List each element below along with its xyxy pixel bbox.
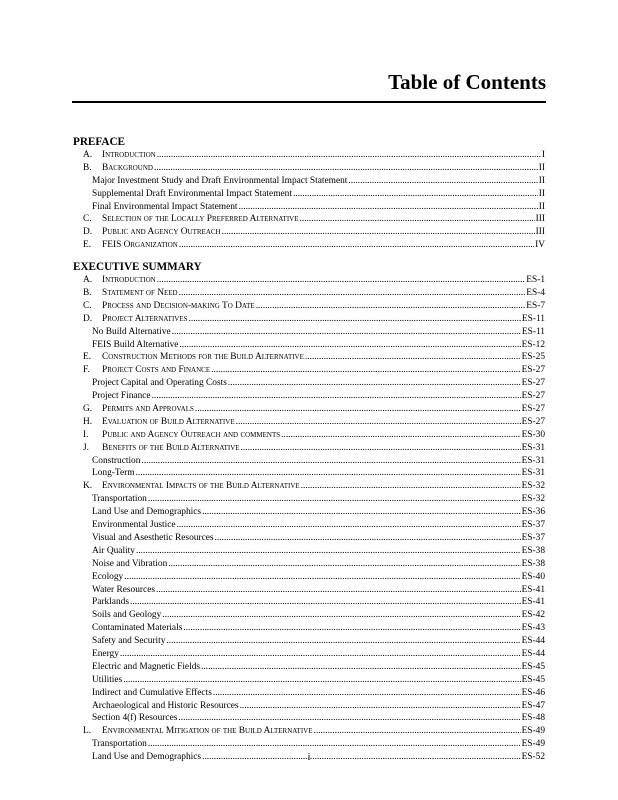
entry-letter: C. xyxy=(83,214,92,225)
dot-leader xyxy=(240,700,521,713)
entry-label: Transportation xyxy=(92,739,147,750)
entry-page: ES-43 xyxy=(521,623,545,634)
dot-leader xyxy=(179,339,520,352)
entry-page: III xyxy=(535,214,545,225)
entry-page: ES-32 xyxy=(521,494,545,505)
toc-entry[interactable] xyxy=(73,661,545,674)
entry-label: Land Use and Demographics xyxy=(92,752,202,763)
dot-leader xyxy=(201,661,521,674)
dot-leader xyxy=(148,493,521,506)
dot-leader xyxy=(120,648,521,661)
toc-entry[interactable] xyxy=(73,725,545,738)
dot-leader xyxy=(141,455,520,468)
entry-label: Air Quality xyxy=(92,545,135,556)
dot-leader xyxy=(157,149,541,162)
entry-page: ES-44 xyxy=(521,636,545,647)
dot-leader xyxy=(348,175,537,188)
entry-page: ES-11 xyxy=(521,326,545,337)
toc-entry[interactable] xyxy=(73,403,545,416)
dot-leader xyxy=(152,390,521,403)
entry-letter: J. xyxy=(83,442,89,453)
entry-page: ES-38 xyxy=(521,558,545,569)
entry-page: IV xyxy=(535,240,545,251)
dot-leader xyxy=(305,351,521,364)
entry-page: ES-52 xyxy=(521,752,545,763)
dot-leader xyxy=(256,300,526,313)
toc-entry[interactable] xyxy=(73,519,545,532)
dot-leader xyxy=(124,571,520,584)
entry-label: Energy xyxy=(92,648,119,659)
dot-leader xyxy=(130,596,521,609)
toc-entry[interactable] xyxy=(73,377,545,390)
toc-entry[interactable] xyxy=(73,712,545,725)
entry-label: Section 4(f) Resources xyxy=(92,713,178,724)
entry-page: ES-4 xyxy=(526,288,545,299)
entry-label: Benefits of the Build Alternative xyxy=(102,442,240,453)
entry-page: III xyxy=(535,227,545,238)
entry-label: Transportation xyxy=(92,494,147,505)
entry-label: Project Finance xyxy=(92,391,151,402)
entry-label: Long-Term xyxy=(92,468,135,479)
toc-entry[interactable] xyxy=(73,622,545,635)
entry-page: II xyxy=(538,162,545,173)
entry-letter: B. xyxy=(83,288,92,299)
toc-entry[interactable] xyxy=(73,339,545,352)
dot-leader xyxy=(281,429,520,442)
dot-leader xyxy=(239,201,538,214)
toc-entry[interactable] xyxy=(73,635,545,648)
entry-label: FEIS Build Alternative xyxy=(92,339,179,350)
entry-page: ES-44 xyxy=(521,648,545,659)
dot-leader xyxy=(236,416,521,429)
toc-entry[interactable] xyxy=(73,300,545,313)
page-title: Table of Contents xyxy=(388,70,546,94)
dot-leader xyxy=(314,725,521,738)
toc-entry[interactable] xyxy=(73,313,545,326)
entry-page: ES-30 xyxy=(521,429,545,440)
entry-page: II xyxy=(538,175,545,186)
dot-leader xyxy=(213,687,521,700)
entry-label: Selection of the Locally Preferred Alternative xyxy=(102,214,299,225)
toc-entry[interactable] xyxy=(73,545,545,558)
entry-letter: H. xyxy=(83,416,93,427)
toc-entry[interactable] xyxy=(73,351,545,364)
entry-label: FEIS Organization xyxy=(102,240,178,251)
entry-page: ES-49 xyxy=(521,726,545,737)
toc-entry[interactable] xyxy=(73,429,545,442)
dot-leader xyxy=(300,213,535,226)
entry-label: Introduction xyxy=(102,150,156,160)
entry-label: Ecology xyxy=(92,571,124,582)
entry-letter: E. xyxy=(83,240,92,251)
entry-page: ES-27 xyxy=(521,404,545,415)
entry-label: Project Capital and Operating Costs xyxy=(92,378,227,389)
toc-entry[interactable] xyxy=(73,162,545,175)
entry-page: ES-31 xyxy=(521,468,545,479)
toc-entry[interactable] xyxy=(73,149,545,162)
entry-page: ES-41 xyxy=(521,584,545,595)
dot-leader xyxy=(157,274,526,287)
toc-entry[interactable] xyxy=(73,674,545,687)
dot-leader xyxy=(241,442,521,455)
entry-label: Process and Decision-making To Date xyxy=(102,300,255,311)
entry-letter: I. xyxy=(83,429,89,440)
entry-letter: L. xyxy=(83,726,92,737)
entry-page: ES-37 xyxy=(521,520,545,531)
dot-leader xyxy=(179,287,526,300)
dot-leader xyxy=(293,188,538,201)
entry-page: ES-31 xyxy=(521,455,545,466)
dot-leader xyxy=(123,674,520,687)
table-of-contents xyxy=(73,135,545,764)
entry-page: II xyxy=(538,201,545,212)
entry-page: ES-42 xyxy=(521,610,545,621)
toc-entry[interactable] xyxy=(73,364,545,377)
toc-entry[interactable] xyxy=(73,493,545,506)
entry-letter: C. xyxy=(83,300,92,311)
toc-entry[interactable] xyxy=(73,390,545,403)
entry-page: ES-12 xyxy=(521,339,545,350)
toc-entry[interactable] xyxy=(73,326,545,339)
entry-label: Project Alternatives xyxy=(102,313,188,324)
entry-letter: E. xyxy=(83,352,92,363)
dot-leader xyxy=(148,738,521,751)
dot-leader xyxy=(183,622,520,635)
toc-entry[interactable] xyxy=(73,188,545,201)
entry-page: ES-25 xyxy=(521,352,545,363)
entry-label: Soils and Geology xyxy=(92,610,162,621)
entry-letter: A. xyxy=(83,275,93,286)
toc-entry[interactable] xyxy=(73,596,545,609)
entry-label: No Build Alternative xyxy=(92,326,171,337)
dot-leader xyxy=(177,519,521,532)
entry-label: Water Resources xyxy=(92,584,156,595)
entry-letter: D. xyxy=(83,227,93,238)
dot-leader xyxy=(168,558,520,571)
toc-entry[interactable] xyxy=(73,648,545,661)
section-heading: PREFACE xyxy=(73,136,125,148)
dot-leader xyxy=(202,506,520,519)
entry-label: Contaminated Materials xyxy=(92,623,183,634)
entry-label: Evaluation of Build Alternative xyxy=(102,416,235,427)
entry-letter: G. xyxy=(83,404,93,415)
dot-leader xyxy=(301,480,521,493)
entry-page: ES-11 xyxy=(521,313,545,324)
entry-page: II xyxy=(538,188,545,199)
dot-leader xyxy=(215,532,521,545)
entry-label: Background xyxy=(102,162,153,173)
entry-label: Statement of Need xyxy=(102,288,178,299)
entry-page: ES-37 xyxy=(521,532,545,543)
entry-label: Environmental Impacts of the Build Alternative xyxy=(102,481,300,492)
toc-entry[interactable] xyxy=(73,287,545,300)
dot-leader xyxy=(222,226,535,239)
entry-page: ES-27 xyxy=(521,416,545,427)
entry-letter: B. xyxy=(83,162,92,173)
toc-entry[interactable] xyxy=(73,201,545,214)
entry-page: I xyxy=(541,150,545,160)
entry-letter: F. xyxy=(83,365,90,376)
entry-page: ES-27 xyxy=(521,391,545,402)
entry-page: ES-40 xyxy=(521,571,545,582)
toc-entry[interactable] xyxy=(73,442,545,455)
entry-page: ES-36 xyxy=(521,507,545,518)
entry-label: Permits and Approvals xyxy=(102,404,194,415)
entry-label: Land Use and Demographics xyxy=(92,507,202,518)
entry-label: Supplemental Draft Environmental Impact Statement xyxy=(92,188,292,199)
toc-entry[interactable] xyxy=(73,480,545,493)
toc-entry[interactable] xyxy=(73,687,545,700)
dot-leader xyxy=(136,467,521,480)
entry-label: Public and Agency Outreach and comments xyxy=(102,429,281,440)
toc-entry[interactable] xyxy=(73,738,545,751)
dot-leader xyxy=(154,162,538,175)
entry-label: Safety and Security xyxy=(92,636,166,647)
page-number: i xyxy=(307,752,311,763)
entry-label: Public and Agency Outreach xyxy=(102,227,221,238)
entry-page: ES-45 xyxy=(521,674,545,685)
entry-label: Noise and Vibration xyxy=(92,558,168,569)
toc-entry[interactable] xyxy=(73,506,545,519)
toc-entry[interactable] xyxy=(73,584,545,597)
dot-leader xyxy=(178,712,520,725)
dot-leader xyxy=(156,584,521,597)
entry-label: Parklands xyxy=(92,597,129,608)
entry-label: Major Investment Study and Draft Environmental Impact Statement xyxy=(92,175,348,186)
entry-page: ES-7 xyxy=(526,300,545,311)
entry-page: ES-47 xyxy=(521,700,545,711)
entry-page: ES-38 xyxy=(521,545,545,556)
toc-entry[interactable] xyxy=(73,532,545,545)
entry-label: Utilities xyxy=(92,674,123,685)
entry-page: ES-32 xyxy=(521,481,545,492)
toc-entry[interactable] xyxy=(73,416,545,429)
dot-leader xyxy=(179,239,534,252)
entry-label: Environmental Mitigation of the Build Alternative xyxy=(102,726,313,737)
entry-label: Introduction xyxy=(102,275,156,286)
entry-label: Construction Methods for the Build Alternative xyxy=(102,352,304,363)
entry-page: ES-48 xyxy=(521,713,545,724)
entry-page: ES-49 xyxy=(521,739,545,750)
entry-label: Indirect and Cumulative Effects xyxy=(92,687,212,698)
dot-leader xyxy=(162,609,520,622)
toc-entry[interactable] xyxy=(73,175,545,188)
entry-label: Archaeological and Historic Resources xyxy=(92,700,239,711)
title-rule xyxy=(72,101,546,103)
section-heading: EXECUTIVE SUMMARY xyxy=(73,261,202,274)
toc-entry[interactable] xyxy=(73,558,545,571)
dot-leader xyxy=(228,377,521,390)
entry-page: ES-27 xyxy=(521,365,545,376)
entry-label: Environmental Justice xyxy=(92,520,176,531)
entry-letter: K. xyxy=(83,481,93,492)
dot-leader xyxy=(211,364,520,377)
toc-entry[interactable] xyxy=(73,455,545,468)
entry-page: ES-27 xyxy=(521,378,545,389)
dot-leader xyxy=(189,313,521,326)
entry-label: Construction xyxy=(92,455,141,466)
entry-page: ES-1 xyxy=(526,275,545,286)
entry-page: ES-41 xyxy=(521,597,545,608)
entry-label: Visual and Asesthetic Resources xyxy=(92,532,214,543)
entry-page: ES-31 xyxy=(521,442,545,453)
entry-letter: A. xyxy=(83,150,93,160)
toc-entry[interactable] xyxy=(73,571,545,584)
toc-entry[interactable] xyxy=(73,274,545,287)
entry-label: Electric and Magnetic Fields xyxy=(92,661,201,672)
toc-entry[interactable] xyxy=(73,467,545,480)
entry-letter: D. xyxy=(83,313,93,324)
entry-label: Project Costs and Finance xyxy=(102,365,211,376)
dot-leader xyxy=(172,326,521,339)
dot-leader xyxy=(136,545,521,558)
entry-page: ES-45 xyxy=(521,661,545,672)
toc-entry[interactable] xyxy=(73,213,545,226)
toc-entry[interactable] xyxy=(73,226,545,239)
dot-leader xyxy=(195,403,521,416)
entry-label: Final Environmental Impact Statement xyxy=(92,201,238,212)
toc-entry[interactable] xyxy=(73,239,545,252)
toc-entry[interactable] xyxy=(73,609,545,622)
dot-leader xyxy=(166,635,520,648)
toc-entry[interactable] xyxy=(73,700,545,713)
entry-page: ES-46 xyxy=(521,687,545,698)
